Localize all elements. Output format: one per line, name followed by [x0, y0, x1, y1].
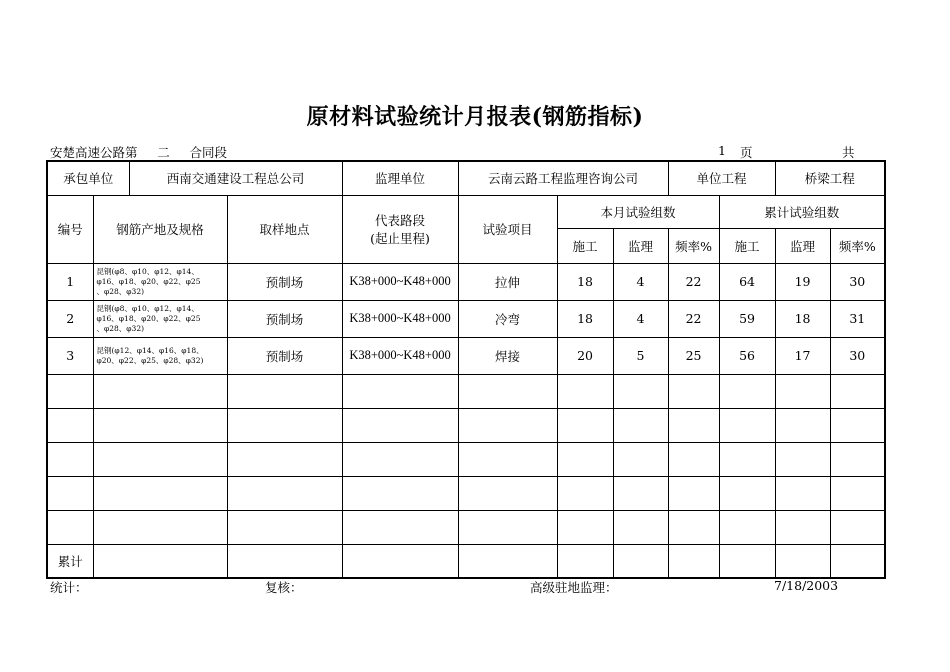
col-cum-supervision: 监理 [775, 228, 830, 263]
col-sampling-site: 取样地点 [227, 195, 342, 263]
row-site: 预制场 [227, 263, 342, 300]
empty-row [47, 510, 885, 544]
empty-row [47, 408, 885, 442]
project-prefix: 安楚高速公路第 [50, 145, 138, 160]
stats-label: 统计： [50, 580, 88, 595]
senior-supervisor-label: 高级驻地监理： [530, 580, 618, 595]
col-cum-construction: 施工 [719, 228, 775, 263]
row-month-supervision: 5 [613, 337, 668, 374]
project-suffix: 合同段 [189, 145, 228, 160]
row-month-frequency: 25 [668, 337, 719, 374]
col-origin-spec: 钢筋产地及规格 [93, 195, 227, 263]
row-site: 预制场 [227, 337, 342, 374]
row-no: 2 [47, 300, 93, 337]
report-title: 原材料试验统计月报表(钢筋指标) [306, 104, 644, 130]
column-header-row-1 [47, 195, 885, 228]
supervisor-label: 监理单位 [342, 161, 458, 195]
col-month-frequency: 频率% [668, 228, 719, 263]
unit-project-value: 桥梁工程 [775, 161, 885, 195]
col-section [342, 195, 458, 263]
col-no: 编号 [47, 195, 93, 263]
header-info-row [47, 161, 885, 195]
table-row [47, 300, 885, 337]
col-month-group: 本月试验组数 [557, 195, 719, 228]
section-number: 二 [138, 146, 190, 161]
empty-row [47, 374, 885, 408]
info-line [50, 143, 890, 161]
row-cum-supervision: 19 [775, 263, 830, 300]
row-month-construction: 18 [557, 263, 613, 300]
row-cum-construction: 56 [719, 337, 775, 374]
row-no: 3 [47, 337, 93, 374]
contractor-value: 西南交通建设工程总公司 [129, 161, 342, 195]
row-no: 1 [47, 263, 93, 300]
row-month-frequency: 22 [668, 263, 719, 300]
col-month-supervision: 监理 [613, 228, 668, 263]
project-info [50, 143, 227, 161]
table-row [47, 263, 885, 300]
row-cum-supervision: 17 [775, 337, 830, 374]
page-label: 页 [740, 145, 753, 160]
row-month-frequency: 22 [668, 300, 719, 337]
row-site: 预制场 [227, 300, 342, 337]
table-row [47, 337, 885, 374]
row-spec: 昆钢(φ8、φ10、φ12、φ14、 φ16、φ18、φ20、φ22、φ25 、φ28、φ32) [93, 263, 227, 300]
row-month-construction: 20 [557, 337, 613, 374]
total-pages-label: 共 [842, 145, 855, 160]
col-test-item: 试验项目 [458, 195, 557, 263]
unit-project-label: 单位工程 [668, 161, 775, 195]
row-test: 冷弯 [458, 300, 557, 337]
row-cum-construction: 64 [719, 263, 775, 300]
col-cumulative-group: 累计试验组数 [719, 195, 885, 228]
row-cum-frequency: 30 [830, 337, 885, 374]
row-month-supervision: 4 [613, 300, 668, 337]
col-cum-frequency: 频率% [830, 228, 885, 263]
row-month-supervision: 4 [613, 263, 668, 300]
row-section: K38+000~K48+000 [342, 263, 458, 300]
report-date: 7/18/2003 [774, 578, 839, 593]
row-cum-frequency: 30 [830, 263, 885, 300]
col-section-line2: (起止里程) [370, 231, 430, 246]
contractor-label: 承包单位 [47, 161, 129, 195]
row-test: 拉伸 [458, 263, 557, 300]
row-spec: 昆钢(φ8、φ10、φ12、φ14、 φ16、φ18、φ20、φ22、φ25 、φ28、φ32) [93, 300, 227, 337]
row-test: 焊接 [458, 337, 557, 374]
total-label: 累计 [47, 544, 93, 578]
empty-row [47, 442, 885, 476]
row-section: K38+000~K48+000 [342, 337, 458, 374]
row-cum-frequency: 31 [830, 300, 885, 337]
empty-row [47, 476, 885, 510]
total-row [47, 544, 885, 578]
review-label: 复核： [265, 580, 303, 595]
supervisor-value: 云南云路工程监理咨询公司 [458, 161, 668, 195]
row-spec: 昆钢(φ12、φ14、φ16、φ18、 φ20、φ22、φ25、φ28、φ32) [93, 337, 227, 374]
row-cum-supervision: 18 [775, 300, 830, 337]
row-cum-construction: 59 [719, 300, 775, 337]
row-month-construction: 18 [557, 300, 613, 337]
report-table [46, 160, 886, 579]
page-number: 1 [718, 143, 726, 158]
footer [50, 578, 890, 596]
col-month-construction: 施工 [557, 228, 613, 263]
col-section-line1: 代表路段 [375, 213, 426, 228]
row-section: K38+000~K48+000 [342, 300, 458, 337]
